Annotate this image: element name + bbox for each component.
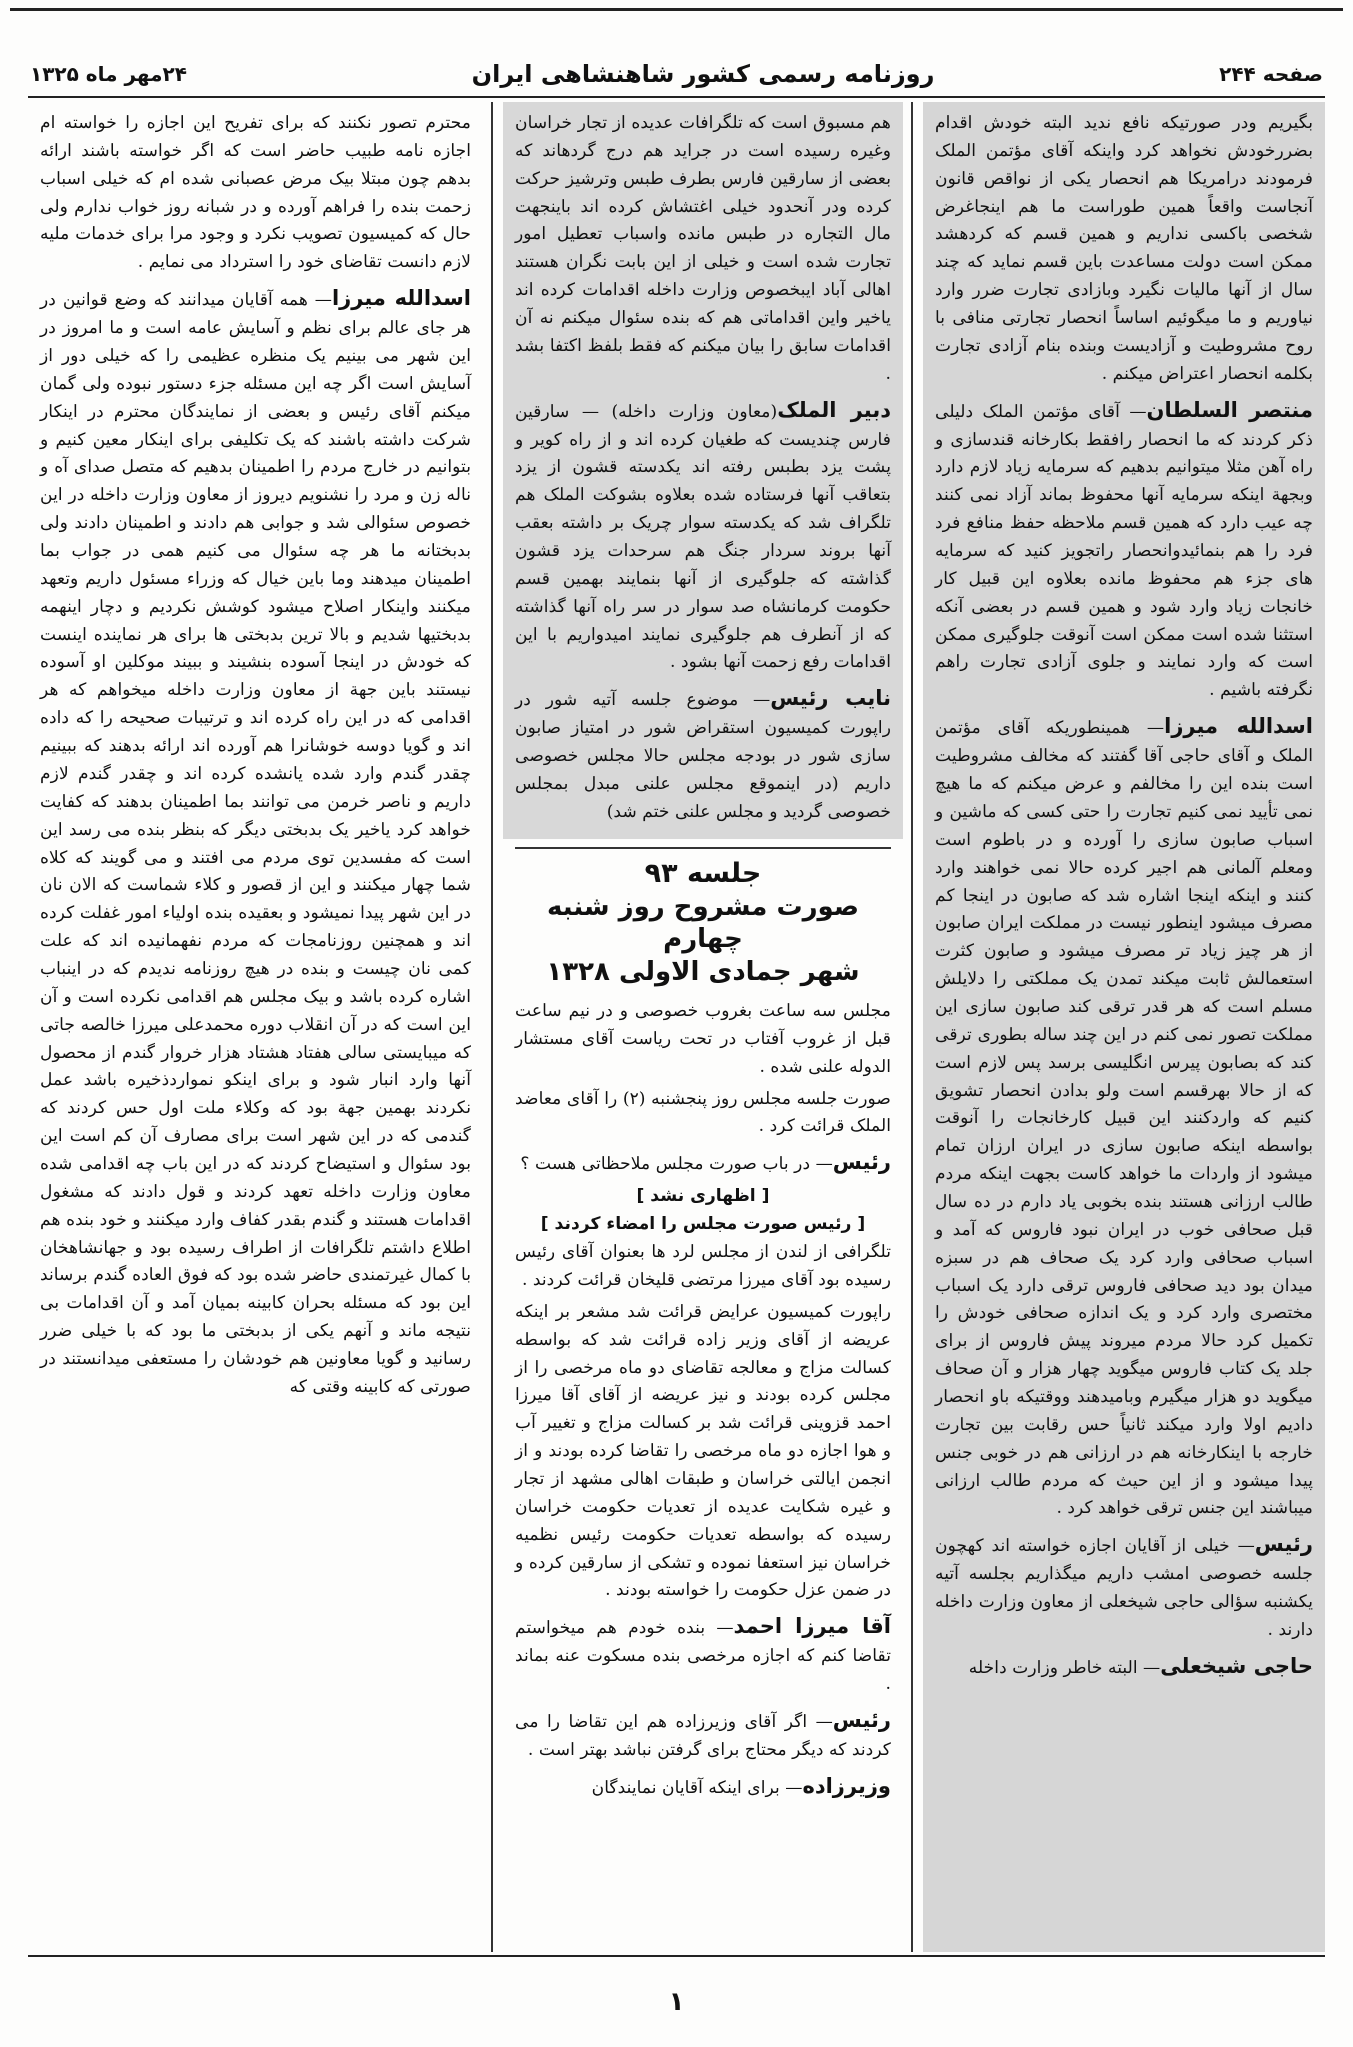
session-date: شهر جمادی الاولی ۱۳۲۸ (546, 956, 860, 987)
speaker-name: رئیس (832, 1150, 891, 1175)
paragraph: تلگرافی از لندن از مجلس لرد ها بعنوان آقای رئیس رسیده بود آقای میرزا مرتضی قلیخان قرائت کردند . (515, 1242, 891, 1290)
speech-text: — بنده خودم هم میخواستم تقاضا کنم که اجازه مرخصی بنده مسکوت عنه بماند . (515, 1618, 891, 1695)
masthead-rule (28, 96, 1325, 98)
speech (515, 393, 891, 678)
speech (935, 1527, 1313, 1645)
column-divider (491, 102, 493, 1952)
speech-text: — همه آقایان میدانند که وضع قوانین در هر جای عالم برای نظم و آسایش عامه است و ما امروز در این شهر می بینیم یک منظره عظیمی را که خیلی دور از آسایش است اگر چه این مسئله جزء دستور نبوده ولی گمان میکنم آقای رئیس و بعضی از نمایندگان محترم در اینکار شرکت داشته باشند که یک تکلیفی برای اینکار معین کنیم و بتوانیم در خارج مردم را اطمینان بدهیم که متصل صدای آه و ناله زن و مرد را نشنویم دیروز از معاون وزارت داخله در این خصوص سئوالی شد و جوابی هم دادند و اطمینان دادند ولی بدبختانه ما هر چه سئوال می کنیم همی در جواب بما اطمینان میدهند وما باین خیال که وزراء مسئول داریم وتعهد میکنند واینکار اصلاح میشود کوشش نکردیم و دچار اینهمه بدبختیها شدیم و بالا ترین بدبختی ها برای هر نماینده اینست که خودش در اینجا آسوده بنشیند و ببیند موکلین او آسوده نیستند باین جهة از معاون وزارت داخله میخواهم که هر اقدامی که در این راه کرده اند و ترتیبات صحیحه را که داده اند و گویا دوسه خوشانرا هم آورده اند ارائه بدهند که ببینیم چقدر گندم وارد شده یانشده کرده اند و چقدر گندم لازم داریم و ناصر خرمن می توانند بما اطمینان بدهند که کفایت خواهد کرد یاخیر یک بدبختی دیگر که بنظر بنده می رسد این است که مفسدین توی مردم می افتند و می گویند که کلاه شما چهار میکنند و این از قصور و کلاء شماست که الان نان در این شهر پیدا نمیشود و بعقیده بنده اولیاء امور غفلت کرده اند و همچنین روزنامجات که مردم نفهمانیده اند که علت کمی نان چیست و بنده در هیچ روزنامه ندیدم که در اینباب اشاره کرده باشد و بیک مجلس هم اقدامی نکرده است و آن این است که در آن انقلاب دوره محمدعلی میرزا خالصه جاتی که میبایستی سالی هفتاد هشتاد هزار خروار گندم از محصول آنها وارد انبار شود و برای اینکو نمواردذخیره باشد عمل نکردند بهمین جهة بود که وکلاء ملت اول حس کردند که گندمی که در این شهر است برای مصارف آن کم است این بود سئوال و استیضاح کردند که در این باب چه اقدامی شده معاون وزارت داخله تعهد کردند و قول دادند که مشغول اقدامات هستند و گندم بقدر کفاف وارد میکنند و خود بنده هم اطلاع داشتم تلگرافات از اطراف رسیده بود و جهانشاهخان با کمال غیرتمندی حاضر شده بود که فوق العاده گندم برساند این بود که مسئله بحران کابینه بمیان آمد و آن اقدامات بی نتیجه ماند و آنهم یکی از بدبختی ما بود که با خیلی ضرر رسانید و گویا معاونین هم خودشان را مستعفی میدانستند در صورتی که کابینه وقتی که (40, 290, 471, 1397)
paragraph: مجلس سه ساعت بغروب خصوصی و در نیم ساعت قبل از غروب آفتاب در تحت ریاست آقای مستشار الدوله علنی شده . (515, 1001, 891, 1077)
session-title: صورت مشروح روز شنبه چهارم (547, 891, 859, 955)
speaker-name: اسدالله میرزا (1164, 714, 1314, 739)
speech (515, 1145, 891, 1179)
folio-number: ۱ (668, 1987, 685, 2017)
page-label: صفحه ۲۴۴ (1219, 62, 1323, 86)
paragraph: صورت جلسه مجلس روز پنجشنبه (۲) را آقای معاضد الملک قرائت کرد . (515, 1088, 892, 1137)
speech-text: — در باب صورت مجلس ملاحظاتی هست ؟ (520, 1154, 833, 1175)
paragraph: بگیریم ودر صورتیکه نافع ندید البته خودش اقدام بضررخودش نخواهد کرد واینکه آقای مؤتمن الملک فرمودند درامریکا هم انحصار یکی از نواقص قانون آنجاست واقعاً همین طوراست ما هم اینجاغرض شخصی باکسی نداریم و همین قسم که کردهشد ممکن است دولت مساعدت باین قسم نماید که چند سال از آنها مالیات نگیرد وبازادی تجارت ضرر وارد نیاوریم و ما میگوئیم اساساً انحصار تجارتی منافی با روح مشروطیت و آزادیست وبنده بنام آزادی تجارت بکلمه انحصار اعتراض میکنم . (935, 113, 1313, 384)
masthead (30, 54, 1323, 94)
speaker-name: رئیس (832, 1707, 891, 1732)
left-column (28, 102, 483, 1952)
speech-text: — همینطوریکه آقای مؤتمن الملک و آقای حاجی آقا گفتند که مخالف مشروطیت است بنده این را مخالفم و عرض میکنم که ما هیچ نمی تأیید نمی کنیم تجارت را حتی کسی که ماشین و اسباب صابون سازی را آورده و در باطوم است ومعلم آلمانی هم اجیر کرده حالا نمی خواهند وارد کنند و اینکه اینجا اشاره شد که صابون در اینجا کم مصرف میشود اینطور نیست در مملکت ایران صابون از هر چیز زیاد تر مصرف میشود و صابون کثرت استعمالش ثابت میکند تمدن یک مملکتی را دلایلش مسلم است که هر قدر ترقی کند صابون سازی این مملکت تصور نمی کنم در این چند ساله بطوری ترقی کند که بصابون پیرس انگلیسی برسد پس لازم است که از حالا بهرقسم است ولو بدادن انحصار تشویق کنیم که واردکنند این قبیل کارخانجات را آنوقت بواسطه اینکه صابون سازی در ایران ارزان تمام میشود از واردات ما خواهد کاست بجهت اینکه مردم طالب ارزانی هستند بنده بخوبی یاد دارم در ده سال قبل صحافی خوب در ایران نبود فاروس که آمد و اسباب صحافی وارد کرد یک صحاف هم در سبزه میدان بود دید صحافی فاروس ترقی دارد یک اسباب مختصری وارد کرد و یک اندازه صحافی خودش را تکمیل کرد حالا مردم میروند پیش فاروس از برای جلد یک کتاب فاروس میگوید چهار هزار و آن صحاف میگوید دو هزار میگیرم وبامیدهند ووقتیکه باو انحصار دادیم اولا وارد میکند ثانیاً حس رقابت بین تجارت خارجه با اینکارخانه هم در ارزانی هم در خوبی جنس پیدا میشود و از این حیث که مردم طالب ارزانی میباشند این جنس ترقی خواهد کرد . (935, 718, 1313, 1519)
speech (935, 1649, 1313, 1683)
speech-text: (معاون وزارت داخله) — سارقین فارس چندیست که طغیان کرده اند و از راه کویر و پشت یزد بطبس رفته اند یکدسته قشون از یزد بتعاقب آنها فرستاده شده بعلاوه بشوکت الملک هم تلگراف شد که یکدسته سوار چریک بر داشته بعقب آنها بروند سردار جنگ هم سرحدات یزد قشون گذاشته که جلوگیری از آنها بنمایند بهمین قسم حکومت کرمانشاه صد سوار در سر راه آنها گذاشته که از آنطرف هم جلوگیری نمایند امیدواریم با این اقدامات رفع زحمت آنها بشود . (515, 401, 891, 673)
newspaper-title: روزنامه رسمی کشور شاهنشاهی ایران (471, 60, 935, 88)
issue-date: ۲۴مهر ماه ۱۳۲۵ (30, 62, 187, 86)
paragraph: هم مسبوق است که تلگرافات عدیده از تجار خراسان وغیره رسیده است در جراید هم درج گردهاند که بعضی از سارقین فارس بطرف طبس وترشیز حرکت کرده ودر آنحدود خیلی اغتشاش کرده اند باینجهت مال التجاره در طبس مانده واسباب تعطیل امور تجارت شده است و خیلی از این بابت نگران هستند اهالی آباد ایبخصوص وزارت داخله اقدامات کرده اند یاخیر واین اقداماتی هم که بنده سئوال میکنم نه آن اقدامات سابق را بیان میکنم که فقط بلفظ اکتفا بشد . (515, 113, 891, 384)
speech (515, 1703, 891, 1765)
paragraph: محترم تصور نکنند که برای تفریح این اجازه را خواسته ام اجازه نامه طبیب حاضر است که اگر خواسته باشند ارائه بدهم چون مبتلا بیک مرض عصبانی شده ام که خیلی اسباب زحمت بنده را فراهم آورده و در شبانه روز خواب ندارم ولی حال که کمیسیون تصویب نکرد و وجود مرا برای خدمات ملیه لازم دانست تقاضای خود را استرداد می نمایم . (40, 113, 471, 273)
speech-text: — اگر آقای وزیرزاده هم این تقاضا را می کردند که دیگر محتاج برای گرفتن نباشد بهتر است . (515, 1711, 891, 1760)
speaker-name: آقا میرزا احمد (733, 1614, 891, 1639)
speaker-name: دبیر الملک (777, 397, 891, 422)
speech-text: — موضوع جلسه آتیه شور در راپورت کمیسیون استقراض شور در امتیاز صابون سازی شور در بودجه مجلس حالا مجلس خصوصی داریم (در اینموقع مجلس علنی مبدل بمجلس خصوصی گردید و مجلس علنی ختم شد) (515, 690, 891, 822)
speaker-name: منتصر السلطان (1146, 397, 1313, 422)
speech-text: — البته خاطر وزارت داخله (968, 1657, 1161, 1678)
speech (515, 1769, 891, 1803)
column-divider (911, 102, 913, 1952)
speech-text: — آقای مؤتمن الملک دلیلی ذکر کردند که ما انحصار رافقط بکارخانه قندسازی و راه آهن مثلا میتوانیم بدهیم که سرمایه زیاد لازم دارد وبجهة اینکه سرمایه آنها محفوظ بماند آزاد نمی کنند چه عیب دارد که همین قسم ملاحظه حفظ منافع فرد فرد را هم بنمائیدوانحصار راتجویز کنید که سرمایه های جزء هم محفوظ مانده بعلاوه این قبیل کار خانجات زیاد وارد شود و همین قسم در بعضی آنکه استثنا شده است ممکن است آنوقت جلوگیری ممکن است که وارد نمایند و جلوی آزادی تجارت راهم نگرفته باشیم . (935, 401, 1313, 701)
speech (515, 681, 891, 826)
bracket-note: [ رئیس صورت مجلس را امضاء کردند ] (540, 1214, 866, 1235)
speech (40, 281, 471, 1402)
speech-text: — برای اینکه آقایان نمایندگان (591, 1777, 803, 1798)
top-border-line (10, 8, 1343, 11)
speech-text: — خیلی از آقایان اجازه خواسته اند کهچون جلسه خصوصی امشب داریم میگذاریم بجلسه آتیه یکشنبه سؤالی حاجی شیخعلی از معاون وزارت داخله دارند . (935, 1536, 1313, 1641)
shaded-block (503, 102, 903, 839)
speech (515, 1609, 891, 1699)
speaker-name: رئیس (1254, 1532, 1313, 1557)
speaker-name: حاجی شیخعلی (1160, 1653, 1313, 1678)
session-number: جلسه ۹۳ (644, 857, 762, 889)
session-heading (515, 847, 891, 988)
speaker-name: نایب رئیس (770, 686, 891, 711)
bracket-note: [ اظهاری نشد ] (636, 1186, 770, 1207)
bottom-rule (28, 1955, 1325, 1957)
middle-column (503, 102, 903, 1952)
paragraph: راپورت کمیسیون عرایض قرائت شد مشعر بر اینکه عریضه از آقای وزیر زاده قرائت شد که بواسطه کسالت مزاج و معالجه تقاضای دو ماه مرخصی را از مجلس کرده بودند و نیز عریضه از آقای آقا میرزا احمد قزوینی قرائت شد بر کسالت مزاج و تغییر آب و هوا اجازه دو ماه مرخصی را تقاضا کرده بودند و از انجمن ایالتی خراسان و طبقات اهالی مشهد از تجار و غیره شکایت عدیده از تعدیات حکومت خراسان رسیده که بواسطه تعدیات حکومت رئیس نظمیه خراسان نیز استعفا نموده و تشکی از سارقین کرده و در ضمن عزل حکومت را خواسته بودند . (515, 1301, 891, 1601)
right-column (923, 102, 1325, 1952)
speech (935, 709, 1313, 1523)
speaker-name: وزیرزاده (802, 1773, 891, 1798)
speech (935, 393, 1313, 706)
speaker-name: اسدالله میرزا (331, 286, 471, 311)
